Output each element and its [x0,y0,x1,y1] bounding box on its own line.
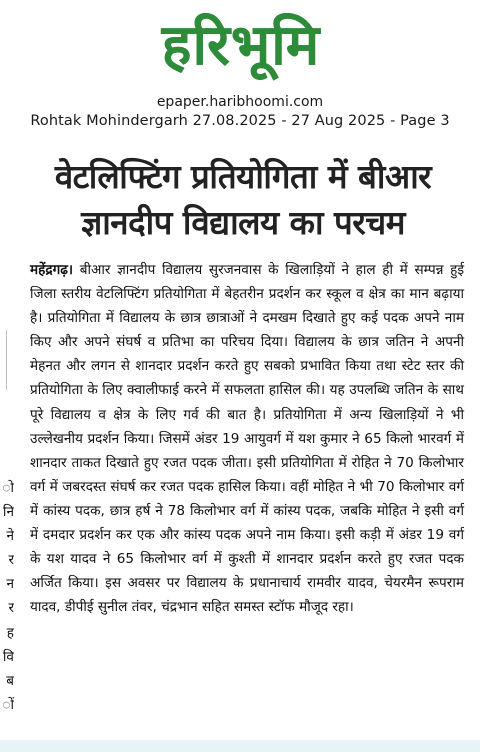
article-body [30,258,464,619]
adjacent-column-fragments [0,476,14,717]
fragment: ों [2,696,14,713]
fragment: वि [2,648,14,665]
headline-line-1: वेटलिफ्टिंग प्रतियोगिता में बीआर [54,157,432,196]
fragment: नि [2,504,14,521]
haribhoomi-logo[interactable] [96,6,386,86]
body-text: बीआर ज्ञानदीप विद्यालय सुरजनवास के खिलाड़ियों ने हाल ही में सम्पन्न हुई जिला स्तरीय वेटलिफ्टिंग प्रतियोगिता में बेहतरीन प्रदर्शन कर स्कूल व क्षेत्र का मान बढ़ाया है। प्रतियोगिता में विद्यालय के छात्र छात्राओं ने दमखम दिखाते हुए कई पदक अपने नाम किए और अपने संघर्ष व प्रतिभा का परिचय दिया। विद्यालय के छात्र जतिन ने अपनी मेहनत और लगन से शानदार प्रदर्शन करते हुए सबको प्रभावित किया तथा स्टेट स्तर की प्रतियोगिता के लिए क्वालीफाई करने में सफलता हासिल की। यह उपलब्धि जतिन के साथ पूरे विद्यालय व क्षेत्र के लिए गर्व की बात है। प्रतियोगिता में अन्य खिलाड़ियों ने भी उल्लेखनीय प्रदर्शन किया। जिसमें अंडर 19 आयुवर्ग में यश कुमार ने 65 किलो भारवर्ग में शानदार ताकत दिखाते हुए रजत पदक जीता। इसी प्रतियोगिता में रोहित ने 70 किलोभार वर्ग में जबरदस्त संघर्ष कर रजत पदक हासिल किया। वहीं मोहित ने भी 70 किलोभार वर्ग में कांस्य पदक, छात्र हर्ष ने 78 किलोभार वर्ग में कांस्य पदक, जबकि मोहित ने इसी वर्ग में दमदार प्रदर्शन कर एक और कांस्य पदक अपने नाम किया। इसी कड़ी में अंडर 19 वर्ग के यश यादव ने 65 किलोभार वर्ग में कुश्ती में शानदार प्रदर्शन करते हुए रजत पदक अर्जित किया। इस अवसर पर विद्यालय के प्रधानाचार्य रामवीर यादव, चेयरमैन रूपराम यादव, डीपीई सुनील तंवर, चंद्रभान सहित समस्त स्टॉफ मौजूद रहा। [30,262,464,616]
fragment: ब [6,672,14,689]
adjacent-column-rule [0,330,7,390]
headline-line-2: ज्ञानदीप विद्यालय का परचम [81,203,405,242]
site-url[interactable]: epaper.haribhoomi.com [156,94,324,110]
fragment: र [8,552,14,569]
edition-line: Rohtak Mohindergarh 27.08.2025 - 27 Aug 2025 - Page 3 [30,113,450,129]
fragment: ने [6,528,14,545]
logo-text: हरिभूमि [161,13,321,78]
fragment: न [6,576,14,593]
masthead [0,0,480,92]
article-clipping [18,140,468,752]
edition-info [0,92,480,131]
headline [18,154,468,246]
fragment: ह [6,624,14,641]
fragment: ो [2,480,14,496]
dateline: महेंद्रगढ़। [30,262,74,278]
fragment: र [8,600,14,617]
next-article-strip [0,740,480,752]
